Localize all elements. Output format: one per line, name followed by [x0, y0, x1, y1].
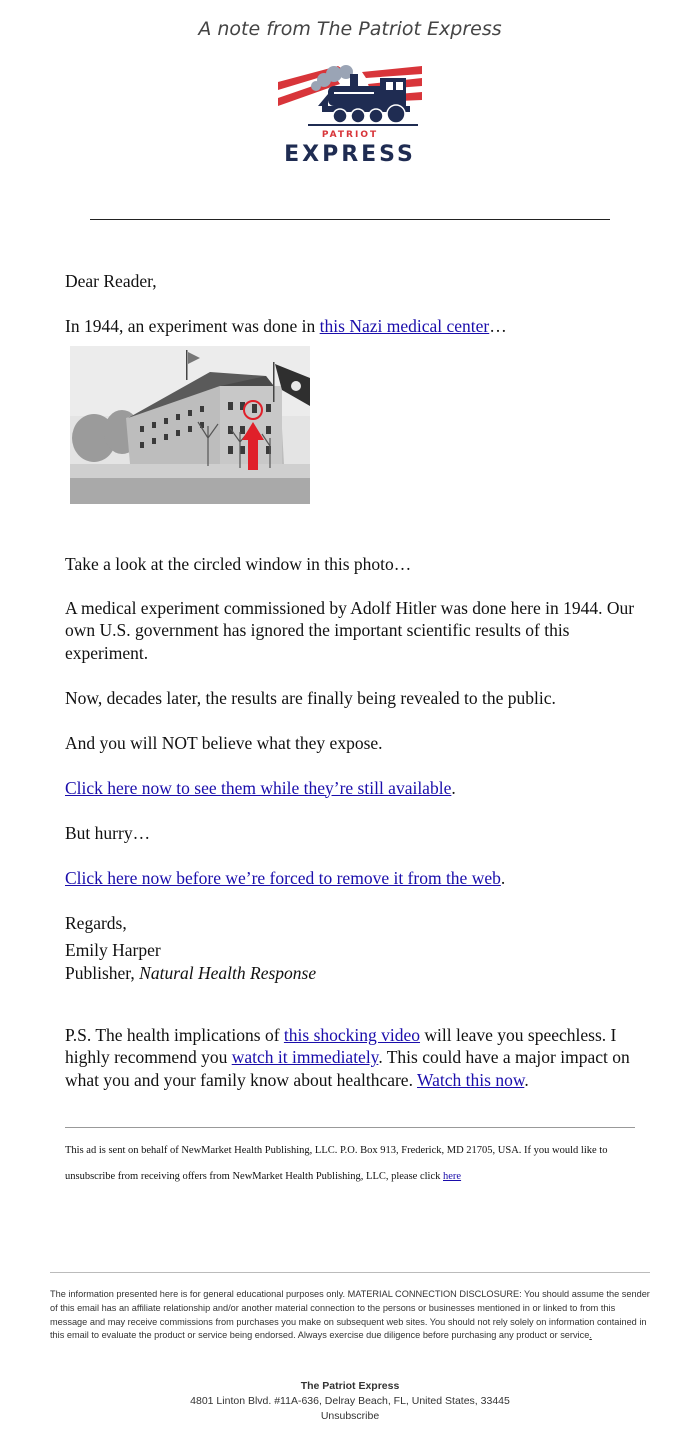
greeting: Dear Reader, [65, 270, 157, 291]
results-paragraph: Now, decades later, the results are finally being revealed to the public. [65, 687, 556, 708]
patriot-express-logo[interactable] [278, 64, 422, 172]
closing: Regards, [65, 912, 127, 933]
disclosure-end-period: . [589, 1330, 592, 1341]
signer-name: Emily Harper [65, 940, 161, 960]
header-divider [90, 219, 610, 220]
intro-prefix: In 1944, an experiment was done in [65, 315, 320, 336]
disclosure-text: The information presented here is for general educational purposes only. MATERIAL CONNECTION DISCLOSURE: You should assume the sender of this email has an affiliate relationship and/or another material connection to the persons or businesses mentioned in or linked to from this message and may receive commissions from purchases you make on subsequent web sites. You should not rely solely on information contained in this email to evaluate the product or service being endorsed. Always exercise due diligence before purchasing any product or service [50, 1289, 650, 1341]
intro-paragraph [65, 315, 640, 338]
cta-paragraph-1 [65, 777, 640, 800]
notice-unsubscribe-link[interactable]: here [443, 1171, 462, 1182]
disclosure-divider [50, 1272, 650, 1273]
logo-express-text: EXPRESS [284, 142, 416, 167]
ps-middle-1: will leave you speechless. I highly recommend you [65, 1024, 617, 1067]
signature-block [65, 939, 640, 984]
experiment-paragraph: A medical experiment commissioned by Adolf Hitler was done here in 1944. Our own U.S. government has ignored the important scientific results of this experiment. [65, 597, 635, 663]
cta-link-2[interactable]: Click here now before we’re forced to remove it from the web [65, 867, 501, 888]
watch-immediately-link[interactable]: watch it immediately [231, 1047, 379, 1067]
footer-unsubscribe-link[interactable]: Unsubscribe [320, 1410, 380, 1422]
intro-suffix: … [489, 315, 507, 336]
sender-notice [65, 1138, 640, 1190]
expose-paragraph: And you will NOT believe what they expose. [65, 732, 383, 753]
signer-title [65, 962, 640, 985]
cta-link-1[interactable]: Click here now to see them while they’re still available [65, 777, 452, 798]
train-icon [278, 64, 422, 130]
ps-middle-2: . This could have a major impact on what you and your family know about healthcare. [65, 1047, 630, 1090]
signer-title-prefix: Publisher, [65, 962, 140, 983]
footer-org-name: The Patriot Express [300, 1380, 400, 1392]
shocking-video-link[interactable]: this shocking video [283, 1024, 421, 1045]
cta-paragraph-2 [65, 867, 640, 890]
sender-notice-text: This ad is sent on behalf of NewMarket Health Publishing, LLC. P.O. Box 913, Frederick, MD 21705, USA. If you would like to unsubscribe from receiving offers from NewMarket Health Publishing, LLC, please click [65, 1145, 608, 1182]
photo-caption: Take a look at the circled window in this photo… [65, 553, 412, 574]
cta-1-suffix: . [451, 777, 456, 798]
hurry-paragraph: But hurry… [65, 822, 151, 843]
building-photo[interactable] [70, 346, 310, 504]
ps-prefix: P.S. The health implications of [65, 1024, 284, 1045]
ps-suffix: . [524, 1069, 529, 1090]
ps-paragraph [65, 1024, 640, 1092]
signer-publication: Natural Health Response [139, 962, 317, 983]
material-disclosure [50, 1288, 652, 1343]
nazi-medical-center-link[interactable]: this Nazi medical center [319, 315, 490, 336]
notice-divider [65, 1127, 635, 1128]
watch-this-now-link[interactable]: Watch this now [417, 1069, 525, 1090]
footer-address: 4801 Linton Blvd. #11A-636, Delray Beach, FL, United States, 33445 [190, 1395, 510, 1407]
footer [0, 1379, 700, 1424]
logo-patriot-text: PATRIOT [321, 130, 379, 140]
cta-2-suffix: . [500, 867, 506, 888]
header-note: A note from The Patriot Express [198, 18, 502, 40]
